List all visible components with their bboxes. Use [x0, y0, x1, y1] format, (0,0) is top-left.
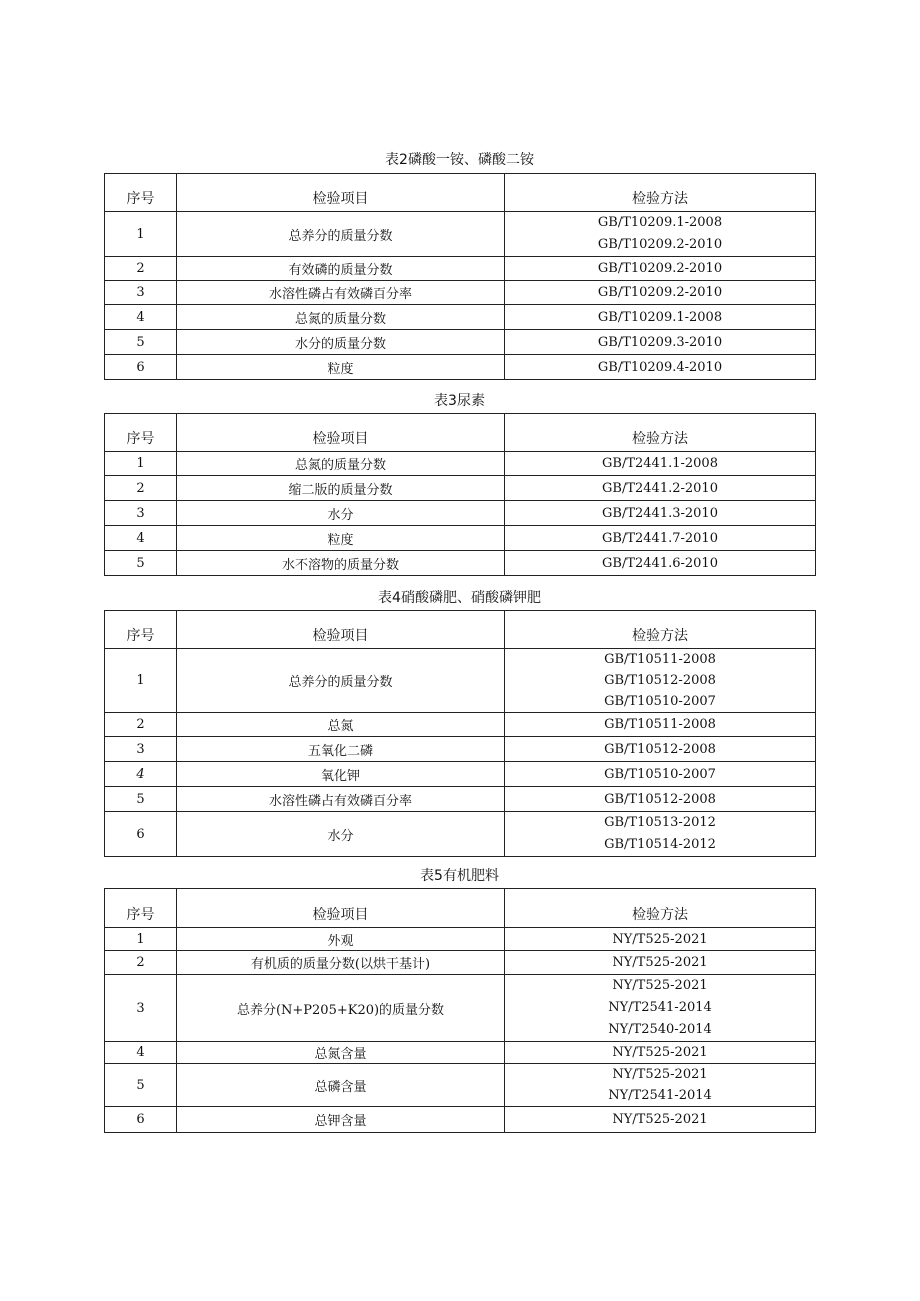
header-item: 检验项目: [177, 611, 505, 649]
row-item: 总养分的质量分数: [177, 212, 505, 257]
table-row: [105, 452, 816, 476]
header-item: 检验项目: [177, 174, 505, 212]
row-no: 5: [105, 551, 177, 576]
row-method: GB/T2441.2-2010: [505, 476, 816, 501]
table-row: [105, 526, 816, 551]
row-item: 总氮: [177, 713, 505, 737]
row-method: NY/T525-2021: [505, 1107, 816, 1133]
row-method: GB/T10209.3-2010: [505, 330, 816, 355]
table-row: [105, 713, 816, 737]
header-no: 序号: [105, 174, 177, 212]
header-item: 检验项目: [177, 889, 505, 928]
row-no: 5: [105, 330, 177, 355]
table-row: [105, 257, 816, 281]
table-3: [104, 413, 816, 576]
row-item: 总氮的质量分数: [177, 452, 505, 476]
header-no: 序号: [105, 611, 177, 649]
row-no: 3: [105, 737, 177, 762]
method-line: NY/T525-2021: [612, 978, 708, 993]
row-item: 总养分(N+P205+K20)的质量分数: [177, 975, 505, 1042]
table-row: [105, 1064, 816, 1107]
row-item: 水溶性磷占有效磷百分率: [177, 787, 505, 812]
row-method: GB/T2441.1-2008: [505, 452, 816, 476]
row-item: 总氮的质量分数: [177, 305, 505, 330]
row-method: GB/T10512-2008: [505, 787, 816, 812]
row-method: [505, 649, 816, 713]
row-item: 粒度: [177, 355, 505, 380]
method-line: GB/T10209.2-2010: [597, 237, 723, 252]
header-no: 序号: [105, 414, 177, 452]
row-no: 3: [105, 501, 177, 526]
row-method: GB/T2441.7-2010: [505, 526, 816, 551]
row-method: GB/T10510-2007: [505, 762, 816, 787]
row-method: GB/T10209.2-2010: [505, 281, 816, 305]
table-row: [105, 212, 816, 257]
row-item: 氧化钾: [177, 762, 505, 787]
row-no: 2: [105, 257, 177, 281]
method-line: GB/T10512-2008: [604, 673, 716, 688]
method-line: NY/T2541-2014: [608, 1088, 712, 1103]
method-line: GB/T10511-2008: [604, 652, 716, 667]
row-item: 总钾含量: [177, 1107, 505, 1133]
row-no: 6: [105, 812, 177, 857]
row-no: 1: [105, 928, 177, 951]
row-item: 外观: [177, 928, 505, 951]
table-5-caption: 表5有机肥料: [420, 868, 499, 884]
table-row: [105, 1107, 816, 1133]
row-item: 五氧化二磷: [177, 737, 505, 762]
row-item: 水分: [177, 812, 505, 857]
row-item: 水溶性磷占有效磷百分率: [177, 281, 505, 305]
header-method: 检验方法: [505, 611, 816, 649]
row-item: 水分: [177, 501, 505, 526]
row-no: 4: [105, 305, 177, 330]
header-item: 检验项目: [177, 414, 505, 452]
row-no: 6: [105, 1107, 177, 1133]
table-row: [105, 951, 816, 975]
table-row: [105, 975, 816, 1042]
row-no: 3: [105, 281, 177, 305]
method-line: GB/T10209.1-2008: [597, 215, 723, 230]
row-method: GB/T10511-2008: [505, 713, 816, 737]
table-row: [105, 762, 816, 787]
row-method: GB/T10209.1-2008: [505, 305, 816, 330]
table-2-caption: 表2磷酸一铵、磷酸二铵: [385, 152, 534, 168]
row-method: [505, 1064, 816, 1107]
row-no: 2: [105, 713, 177, 737]
row-no: 5: [105, 1064, 177, 1107]
row-item: 水分的质量分数: [177, 330, 505, 355]
header-method: 检验方法: [505, 889, 816, 928]
row-method: GB/T10209.2-2010: [505, 257, 816, 281]
table-row: [105, 812, 816, 857]
table-row: [105, 476, 816, 501]
header-no: 序号: [105, 889, 177, 928]
row-no: 6: [105, 355, 177, 380]
row-method: [505, 212, 816, 257]
method-line: NY/T2540-2014: [608, 1022, 712, 1037]
method-line: GB/T10510-2007: [604, 694, 716, 709]
table-row: [105, 551, 816, 576]
table-3-caption: 表3尿素: [434, 393, 485, 409]
row-item: 总养分的质量分数: [177, 649, 505, 713]
row-item: 水不溶物的质量分数: [177, 551, 505, 576]
table-row: [105, 787, 816, 812]
row-method: [505, 975, 816, 1042]
row-item: 有机质的质量分数(以烘干基计): [177, 951, 505, 975]
method-line: GB/T10514-2012: [604, 837, 716, 852]
row-item: 缩二版的质量分数: [177, 476, 505, 501]
row-method: NY/T525-2021: [505, 1042, 816, 1064]
row-no: 1: [105, 452, 177, 476]
table-2: [104, 173, 816, 380]
row-method: [505, 812, 816, 857]
table-row: [105, 355, 816, 380]
table-row: [105, 1042, 816, 1064]
table-5: [104, 888, 816, 1133]
row-item: 总磷含量: [177, 1064, 505, 1107]
row-item: 有效磷的质量分数: [177, 257, 505, 281]
row-no: 1: [105, 649, 177, 713]
row-no: 4: [105, 526, 177, 551]
row-no: 1: [105, 212, 177, 257]
table-header-row: [105, 174, 816, 212]
table-row: [105, 928, 816, 951]
table-4: [104, 610, 816, 857]
table-header-row: [105, 611, 816, 649]
table-header-row: [105, 414, 816, 452]
header-method: 检验方法: [505, 414, 816, 452]
row-no: 4: [105, 1042, 177, 1064]
row-no: 3: [105, 975, 177, 1042]
row-no: 5: [105, 787, 177, 812]
row-no: 2: [105, 476, 177, 501]
table-row: [105, 501, 816, 526]
row-method: GB/T10512-2008: [505, 737, 816, 762]
method-line: NY/T2541-2014: [608, 1000, 712, 1015]
row-method: NY/T525-2021: [505, 951, 816, 975]
row-method: GB/T2441.3-2010: [505, 501, 816, 526]
table-row: [105, 649, 816, 713]
row-no: 2: [105, 951, 177, 975]
table-row: [105, 281, 816, 305]
method-line: GB/T10513-2012: [604, 815, 716, 830]
header-method: 检验方法: [505, 174, 816, 212]
table-4-caption: 表4硝酸磷肥、硝酸磷钾肥: [378, 590, 541, 606]
row-method: GB/T10209.4-2010: [505, 355, 816, 380]
table-row: [105, 305, 816, 330]
method-line: NY/T525-2021: [612, 1067, 708, 1082]
table-row: [105, 330, 816, 355]
row-method: NY/T525-2021: [505, 928, 816, 951]
row-item: 总氮含量: [177, 1042, 505, 1064]
row-item: 粒度: [177, 526, 505, 551]
row-no: 4: [105, 762, 177, 787]
table-row: [105, 737, 816, 762]
table-header-row: [105, 889, 816, 928]
row-method: GB/T2441.6-2010: [505, 551, 816, 576]
